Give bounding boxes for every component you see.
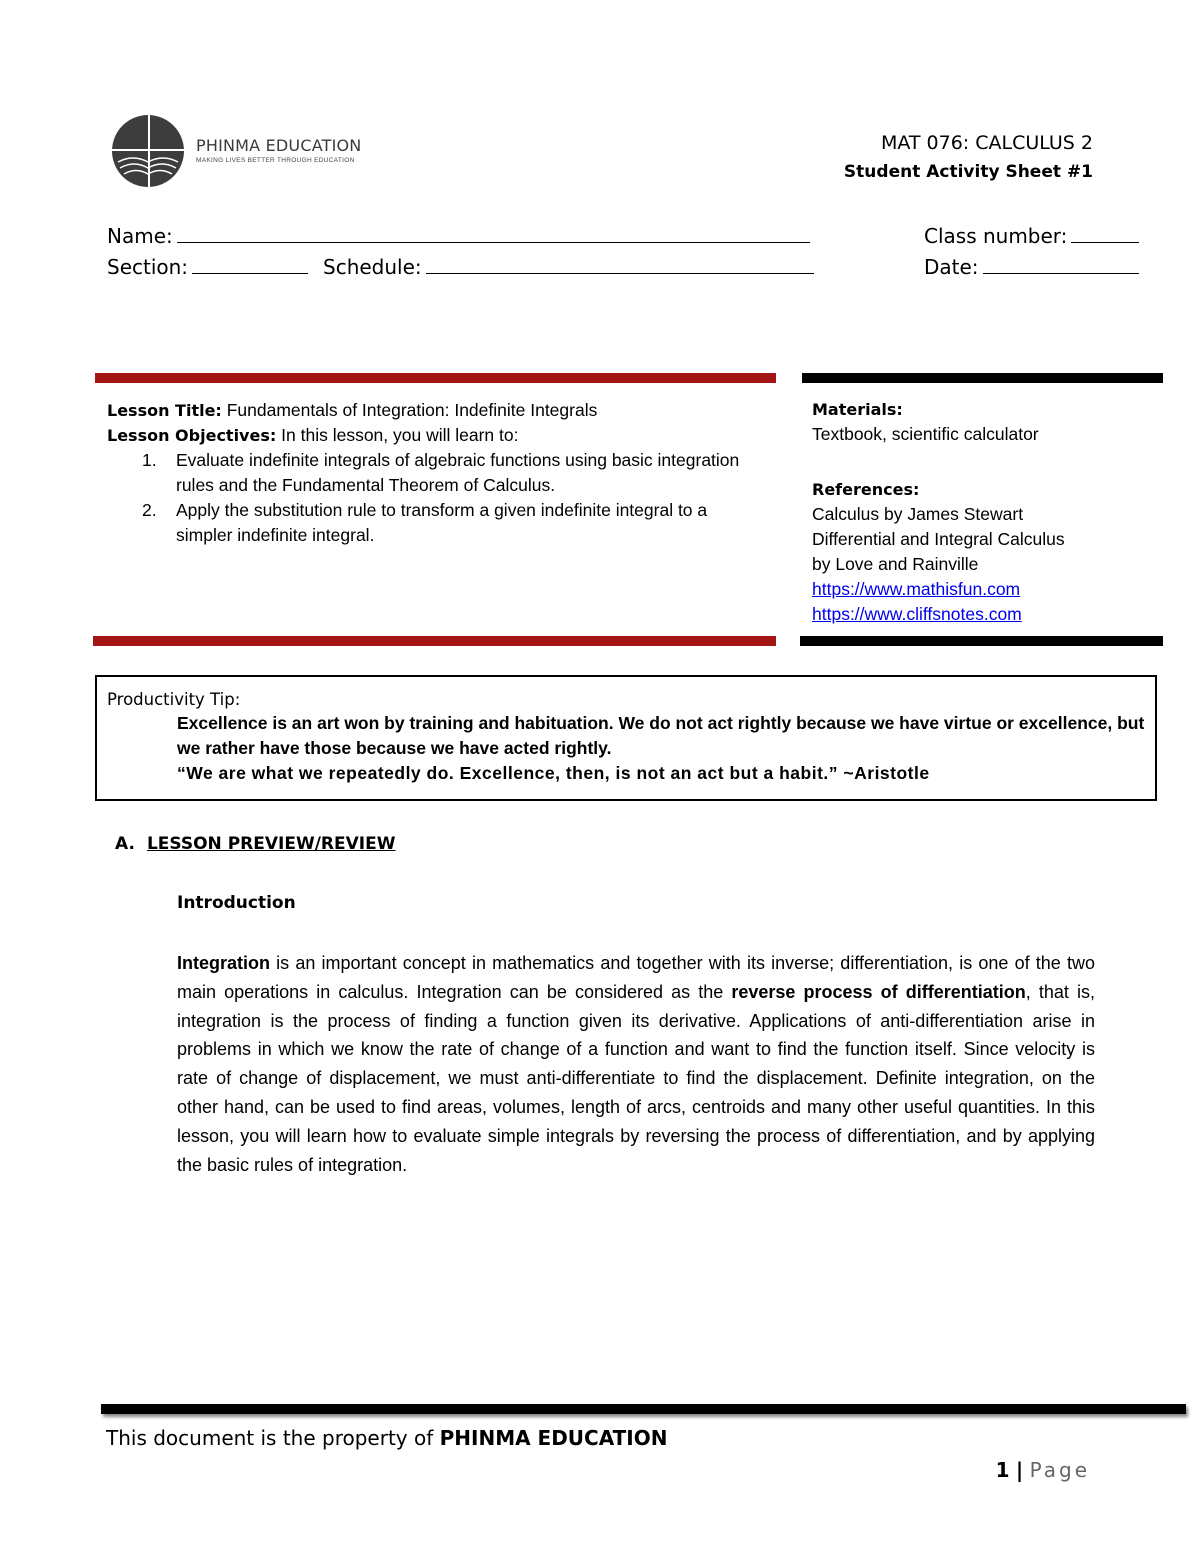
class-number-blank[interactable]	[1071, 225, 1139, 243]
reference-link-mathisfun[interactable]: https://www.mathisfun.com	[812, 579, 1021, 599]
bottom-black-bar	[800, 636, 1163, 646]
class-number-label: Class number:	[924, 224, 1068, 248]
aristotle-quote: “We are what we repeatedly do. Excellence, then, is not an act but a habit.” ~Aristotle	[177, 763, 930, 783]
footer-owner: PHINMA EDUCATION	[439, 1426, 668, 1450]
integration-term: Integration	[177, 953, 270, 973]
section-field[interactable]	[107, 255, 308, 279]
lesson-title: Fundamentals of Integration: Indefinite Integrals	[226, 400, 598, 420]
section-a-heading	[115, 834, 395, 854]
lesson-objectives-label: Lesson Objectives:	[107, 426, 277, 445]
top-black-bar	[802, 373, 1163, 383]
footer-bar	[101, 1404, 1186, 1414]
materials-panel	[812, 397, 1172, 627]
section-label: Section:	[107, 255, 189, 279]
productivity-tip-text: Excellence is an art won by training and habituation. We do not act rightly because we have virtue or excellence, but we rather have those because we have acted rightly.	[177, 713, 1145, 758]
lesson-title-label: Lesson Title:	[107, 401, 222, 420]
page-separator: |	[1015, 1458, 1024, 1482]
name-blank[interactable]	[177, 225, 810, 243]
section-title: LESSON PREVIEW/REVIEW	[146, 834, 396, 854]
phinma-logo	[108, 112, 368, 190]
class-number-field[interactable]	[924, 224, 1139, 248]
page-label: Page	[1029, 1458, 1090, 1482]
logo-tagline: MAKING LIVES BETTER THROUGH EDUCATION	[196, 157, 355, 164]
introduction-heading: Introduction	[177, 893, 296, 913]
reference-link-cliffsnotes[interactable]: https://www.cliffsnotes.com	[812, 604, 1022, 624]
date-field[interactable]	[924, 255, 1139, 279]
logo-name: PHINMA EDUCATION	[196, 136, 362, 155]
schedule-blank[interactable]	[426, 256, 814, 274]
materials-label: Materials:	[812, 400, 903, 419]
reverse-process-term: reverse process of differentiation	[731, 981, 1026, 1002]
date-blank[interactable]	[983, 256, 1139, 274]
reference-item: Calculus by James Stewart	[812, 504, 1024, 524]
schedule-label: Schedule:	[323, 255, 422, 279]
lesson-title-row	[107, 398, 767, 423]
references-label: References:	[812, 480, 920, 499]
sheet-title: Student Activity Sheet #1	[843, 162, 1093, 182]
schedule-field[interactable]	[323, 255, 814, 279]
paragraph-part-2: , that is, integration is the process of finding a function given its derivative. Applications of anti-differentiation arise in problems in which we know the rate of change of a function and want to find the function itself. Since velocity is rate of change of displacement, we must anti-differentiate to find the displacement. Definite integration, on the other hand, can be used to find areas, volumes, length of arcs, centroids and many other useful quantities. In this lesson, you will learn how to evaluate simple integrals by reversing the process of differentiation, and by applying the basic rules of integration.	[177, 981, 1095, 1175]
introduction-paragraph	[177, 949, 1095, 1179]
lesson-objectives-row	[107, 423, 767, 448]
footer-property-note	[106, 1426, 667, 1450]
materials-text: Textbook, scientific calculator	[812, 424, 1039, 444]
productivity-tip-box	[95, 675, 1157, 801]
productivity-tip-heading: Productivity Tip:	[107, 690, 241, 709]
date-label: Date:	[924, 255, 979, 279]
reference-item: by Love and Rainville	[812, 554, 979, 574]
lesson-objectives-intro: In this lesson, you will learn to:	[281, 425, 519, 445]
section-letter: A.	[115, 834, 135, 854]
objective-item: 1. Evaluate indefinite integrals of algebraic functions using basic integration rules and the Fundamental Theorem of Calculus.	[142, 450, 740, 495]
phinma-globe-icon	[108, 112, 188, 190]
page-number	[996, 1458, 1090, 1482]
footer-text: This document is the property of	[106, 1426, 440, 1450]
course-title: MAT 076: CALCULUS 2	[880, 132, 1093, 154]
name-label: Name:	[107, 224, 173, 248]
name-field[interactable]	[107, 224, 810, 248]
bottom-red-bar	[93, 636, 776, 646]
section-blank[interactable]	[192, 256, 308, 274]
page-number-value: 1	[995, 1458, 1010, 1482]
objective-text: Apply the substitution rule to transform a given indefinite integral to a simpler indefinite integral.	[176, 500, 708, 545]
reference-item: Differential and Integral Calculus	[812, 529, 1065, 549]
lesson-info	[107, 398, 767, 548]
productivity-tip-body	[107, 711, 1145, 786]
objective-text: Evaluate indefinite integrals of algebraic functions using basic integration rules and the Fundamental Theorem of Calculus.	[176, 450, 740, 495]
paragraph-part-1: is an important concept in mathematics and together with its inverse; differentiation, is one of the two main operations in calculus. Integration can be considered as the	[177, 953, 1095, 1002]
top-red-bar	[95, 373, 776, 383]
objective-item: 2. Apply the substitution rule to transform a given indefinite integral to a simpler indefinite integral.	[142, 500, 708, 545]
